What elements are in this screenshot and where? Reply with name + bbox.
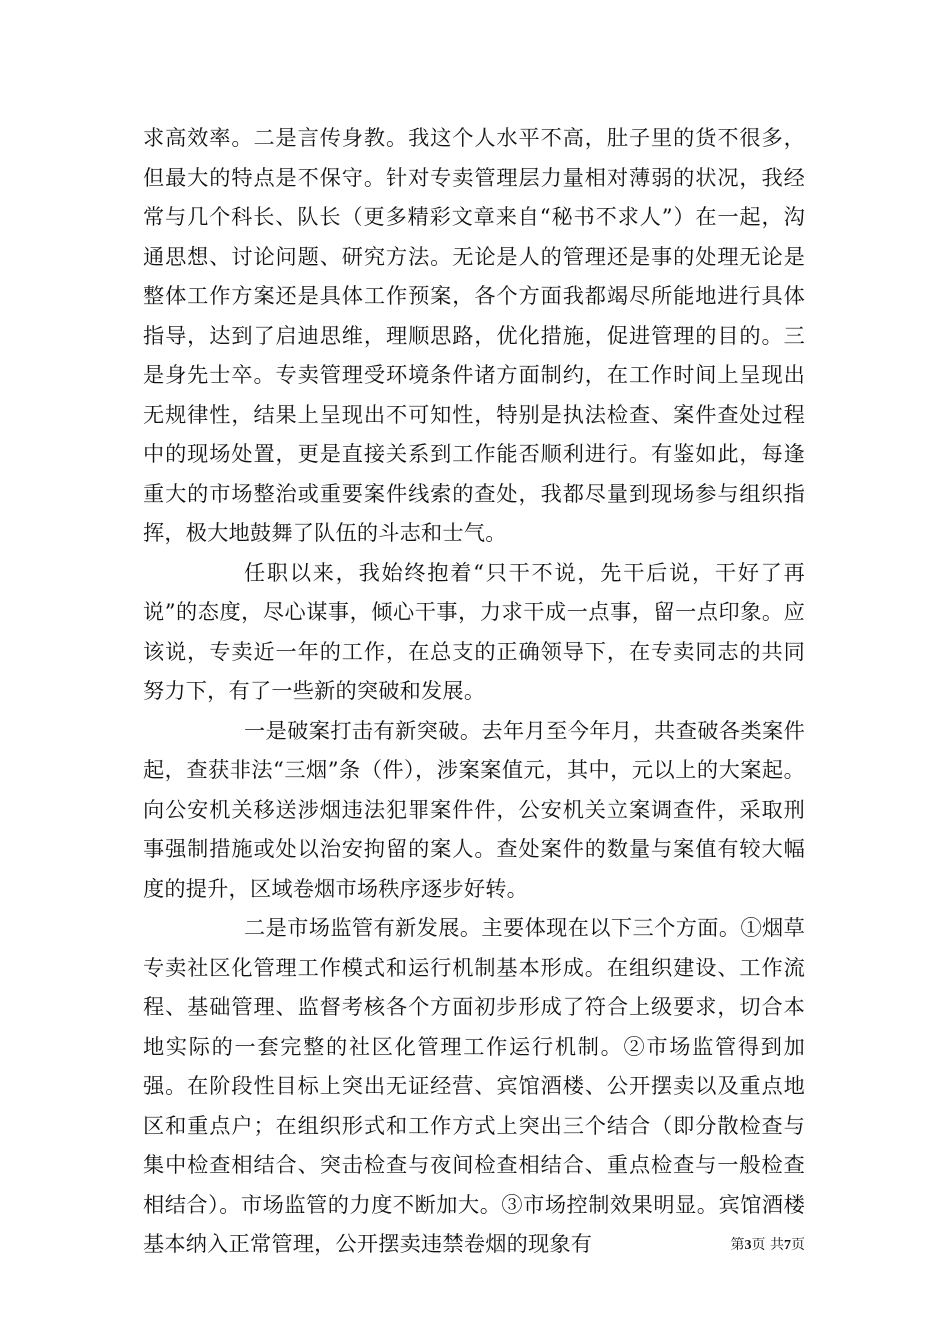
paragraph-1: 求高效率。二是言传身教。我这个人水平不高，肚子里的货不很多，但最大的特点是不保守。针对专卖管理层力量相对薄弱的状况，我经常与几个科长、队长（更多精彩文章来自“秘书不求人”）在一起，沟通思想、讨论问题、研究方法。无论是人的管理还是事的处理无论是整体工作方案还是具体工作预案，各个方面我都竭尽所能地进行具体指导，达到了启迪思维，理顺思路，优化措施，促进管理的目的。三是身先士卒。专卖管理受环境条件诸方面制约，在工作时间上呈现出无规律性，结果上呈现出不可知性，特别是执法检查、案件查处过程中的现场处置，更是直接关系到工作能否顺利进行。有鉴如此，每逢重大的市场整治或重要案件线索的查处，我都尽量到现场参与组织指挥，极大地鼓舞了队伍的斗志和士气。: [143, 125, 805, 545]
footer-middle: 页 共: [751, 1237, 784, 1253]
body-text: [143, 118, 805, 1264]
footer-current-page: 3: [744, 1238, 752, 1253]
footer-prefix: 第: [730, 1237, 745, 1253]
page-footer: [731, 1236, 805, 1255]
paragraph-3: 一是破案打击有新突破。去年月至今年月，共查破各类案件起，查获非法“三烟”条（件），涉案案值元，其中，元以上的大案起。向公安机关移送涉烟违法犯罪案件件，公安机关立案调查件，采取刑事强制措施或处以治安拘留的案人。查处案件的数量与案值有较大幅度的提升，区域卷烟市场秩序逐步好转。: [143, 717, 805, 901]
footer-suffix: 页: [791, 1237, 805, 1253]
paragraph-2: 任职以来，我始终抱着“只干不说，先干后说，干好了再说”的态度，尽心谋事，倾心干事，力求干成一点事，留一点印象。应该说，专卖近一年的工作，在总支的正确领导下，在专卖同志的共同努力下，有了一些新的突破和发展。: [143, 559, 805, 703]
footer-total-pages: 7: [784, 1238, 791, 1253]
paragraph-4: 二是市场监管有新发展。主要体现在以下三个方面。①烟草专卖社区化管理工作模式和运行机制基本形成。在组织建设、工作流程、基础管理、监督考核各个方面初步形成了符合上级要求，切合本地实际的一套完整的社区化管理工作运行机制。②市场监管得到加强。在阶段性目标上突出无证经营、宾馆酒楼、公开摆卖以及重点地区和重点户；在组织形式和工作方式上突出三个结合（即分散检查与集中检查相结合、突击检查与夜间检查相结合、重点检查与一般检查相结合）。市场监管的力度不断加大。③市场控制效果明显。宾馆酒楼基本纳入正常管理，公开摆卖违禁卷烟的现象有: [143, 915, 805, 1256]
